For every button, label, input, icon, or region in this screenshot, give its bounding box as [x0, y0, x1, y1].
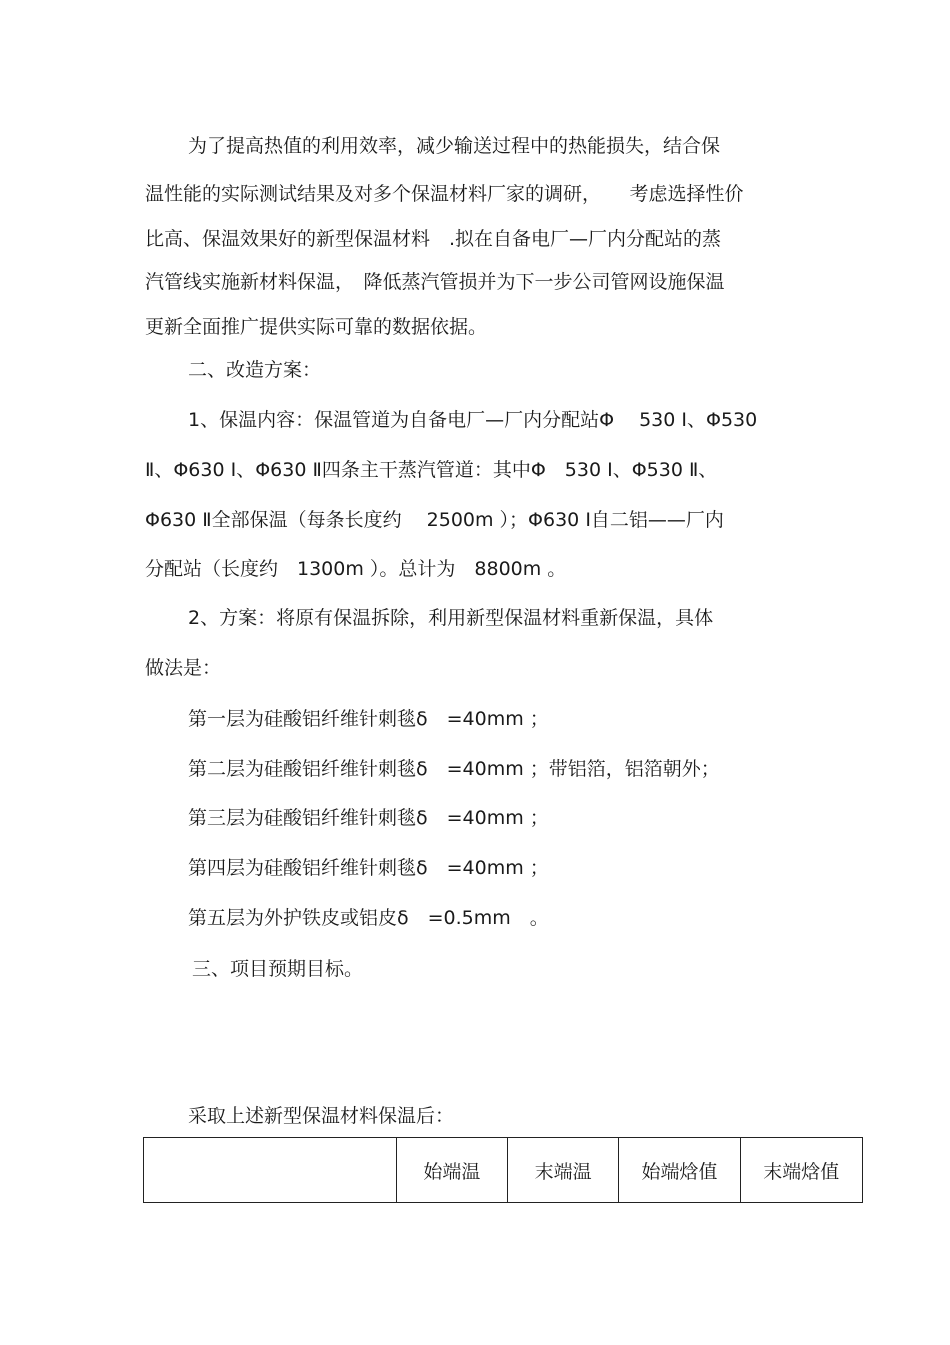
layer-1: 第一层为硅酸铝纤维针刺毯δ =40mm ； — [188, 708, 549, 730]
table-header-cell-blank — [144, 1138, 397, 1203]
layer-4: 第四层为硅酸铝纤维针刺毯δ =40mm ； — [188, 857, 549, 879]
section-heading-2: 二、改造方案： — [188, 359, 322, 381]
scope-line-2: Ⅱ、Φ630 Ⅰ、Φ630 Ⅱ四条主干蒸汽管道：其中Φ 530 Ⅰ、Φ530 Ⅱ、 — [145, 459, 718, 481]
table-header-cell-start-enthalpy: 始端焓值 — [619, 1138, 740, 1203]
table-header-row — [144, 1138, 863, 1203]
plan-line-1: 2、方案：将原有保温拆除，利用新型保温材料重新保温，具体 — [188, 607, 714, 629]
table-header-cell-end-enthalpy: 末端焓值 — [740, 1138, 862, 1203]
section-heading-3: 三、项目预期目标。 — [192, 958, 364, 980]
paragraph-intro-line-1: 为了提高热值的利用效率，减少输送过程中的热能损失，结合保 — [188, 135, 721, 157]
paragraph-intro-line-4: 汽管线实施新材料保温， 降低蒸汽管损并为下一步公司管网设施保温 — [145, 271, 725, 293]
scope-line-1: 1、保温内容：保温管道为自备电厂—厂内分配站Φ 530 Ⅰ、Φ530 — [188, 409, 758, 431]
table-header-cell-end-temp: 末端温 — [507, 1138, 618, 1203]
scope-line-4: 分配站（长度约 1300m ）。总计为 8800m 。 — [145, 558, 567, 580]
paragraph-intro-line-2: 温性能的实际测试结果及对多个保温材料厂家的调研， 考虑选择性价 — [145, 183, 744, 205]
paragraph-intro-line-5: 更新全面推广提供实际可靠的数据依据。 — [145, 316, 488, 338]
table-header-cell-start-temp: 始端温 — [396, 1138, 507, 1203]
layer-5: 第五层为外护铁皮或铝皮δ =0.5mm 。 — [188, 907, 549, 929]
results-table — [143, 1137, 863, 1203]
scope-line-3: Φ630 Ⅱ全部保温（每条长度约 2500m ）；Φ630 Ⅰ自二铝——厂内 — [145, 509, 724, 531]
layer-2: 第二层为硅酸铝纤维针刺毯δ =40mm ；带铝箔，铝箔朝外； — [188, 758, 720, 780]
paragraph-intro-line-3: 比高、保温效果好的新型保温材料 .拟在自备电厂—厂内分配站的蒸 — [145, 228, 722, 250]
plan-line-2: 做法是： — [145, 657, 222, 679]
table-caption: 采取上述新型保温材料保温后： — [188, 1105, 455, 1127]
layer-3: 第三层为硅酸铝纤维针刺毯δ =40mm ； — [188, 807, 549, 829]
